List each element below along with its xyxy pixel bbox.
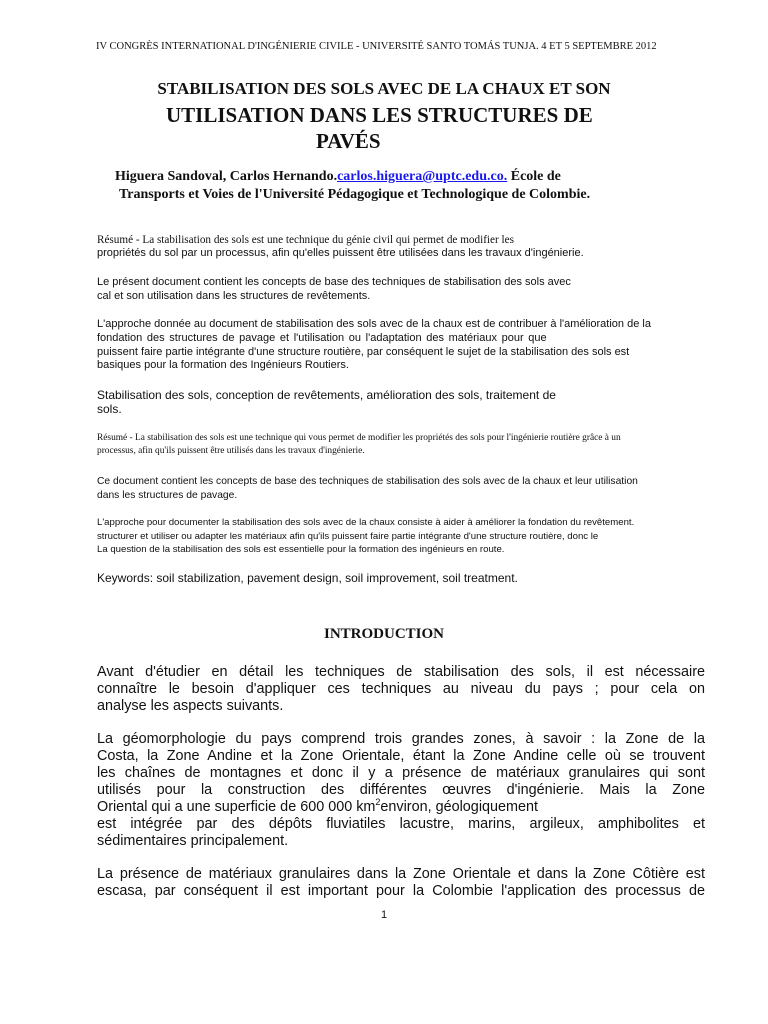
author-affiliation-start: École de <box>507 169 561 184</box>
abstract-keywords-fr <box>97 388 701 416</box>
text-line: Résumé - La stabilisation des sols est une technique qui vous permet de modifier les propriétés des sols pour l'ingénierie routière grâce à un <box>97 433 621 443</box>
title-line-2: UTILISATION DANS LES STRUCTURES DE <box>166 103 593 127</box>
text-fragment: environ, géologiquement <box>380 799 539 815</box>
text-line: est intégrée par des dépôts fluviatiles lacustre, marins, argileux, amphibolites et <box>97 816 705 832</box>
abstract-resume-cont <box>97 247 701 261</box>
abstract-en-paragraph-2 <box>97 475 701 503</box>
author-affiliation: Transports et Voies de l'Université Pédagogique et Technologique de Colombie. <box>119 187 591 202</box>
text-line <box>97 799 705 816</box>
text-line: Ce document contient les concepts de base des techniques de stabilisation des sols avec de la chaux et leur utilisation <box>97 476 638 487</box>
running-header: IV CONGRÈS INTERNATIONAL D'INGÉNIERIE CIVILE - UNIVERSITÉ SANTO TOMÁS TUNJA. 4 ET 5 SEPTEMBRE 2012 <box>96 41 657 52</box>
text-line: basiques pour la formation des Ingénieurs Routiers. <box>97 359 349 372</box>
abstract-resume-line: Résumé - La stabilisation des sols est une technique du génie civil qui permet de modifier les <box>97 234 514 246</box>
abstract-resume-line: propriétés du sol par un processus, afin qu'elles puissent être utilisées dans les travaux d'ingénierie. <box>97 247 584 259</box>
author-name: Higuera Sandoval, Carlos Hernando. <box>115 169 338 184</box>
page-number: 1 <box>380 909 388 921</box>
abstract-en-resume <box>97 432 701 457</box>
text-line: connaître le besoin d'appliquer ces techniques au niveau du pays ; pour cela on <box>97 681 705 697</box>
abstract-resume <box>97 234 701 248</box>
text-line: Avant d'étudier en détail les techniques de stabilisation des sols, il est nécessaire <box>97 664 705 680</box>
introduction-heading: INTRODUCTION <box>323 626 444 642</box>
text-line: fondation des structures de pavage et l'utilisation ou l'adaptation des matériaux pour que <box>97 331 547 344</box>
text-line: La géomorphologie du pays comprend trois grandes zones, à savoir : la Zone de la <box>97 731 705 747</box>
text-line: puissent faire partie intégrante d'une structure routière, par conséquent le sujet de la stabilisation des sols est <box>97 345 630 358</box>
abstract-paragraph-2 <box>97 276 701 303</box>
text-line: processus, afin qu'ils puissent être utilisés dans les travaux d'ingénierie. <box>97 445 365 456</box>
intro-paragraph-3 <box>97 866 705 900</box>
text-line: La présence de matériaux granulaires dans la Zone Orientale et dans la Zone Côtière est <box>97 866 705 882</box>
author-email-link[interactable]: carlos.higuera@uptc.edu.co. <box>337 169 508 184</box>
abstract-keywords-en <box>97 572 701 586</box>
text-fragment: Oriental qui a une superficie de 600 000 km <box>97 799 376 815</box>
text-line: escasa, par conséquent il est important pour la Colombie l'application des processus de <box>97 883 705 899</box>
text-line: dans les structures de pavage. <box>97 490 238 501</box>
text-line: La question de la stabilisation des sols est essentielle pour la formation des ingénieurs en route. <box>97 544 505 555</box>
author-line <box>115 169 561 185</box>
text-line: analyse les aspects suivants. <box>97 698 284 714</box>
text-line: L'approche donnée au document de stabilisation des sols avec de la chaux est de contribuer à l'amélioration de la <box>97 318 651 330</box>
text-line: Costa, la Zone Andine et la Zone Orientale, étant la Zone Andine celle où se trouvent <box>97 748 705 764</box>
text-line: Keywords: soil stabilization, pavement design, soil improvement, soil treatment. <box>97 571 518 585</box>
text-line: structurer et utiliser ou adapter les matériaux afin qu'ils puissent faire partie intégrante d'une structure routière, donc le <box>97 530 599 542</box>
text-line: utilisés pour la construction des différentes œuvres d'ingénierie. Mais la Zone <box>97 782 705 798</box>
title-line-3: PAVÉS <box>316 129 381 153</box>
title-line-1: STABILISATION DES SOLS AVEC DE LA CHAUX ET SON <box>157 79 611 98</box>
abstract-paragraph-3 <box>97 318 701 373</box>
text-line: sédimentaires principalement. <box>97 833 289 849</box>
text-line: L'approche pour documenter la stabilisation des sols avec de la chaux consiste à aider à améliorer la fondation du revêtement. <box>97 517 635 528</box>
text-line: Le présent document contient les concepts de base des techniques de stabilisation des sols avec <box>97 276 571 288</box>
superscript: 2 <box>375 797 381 808</box>
text-line: les chaînes de montagnes et donc il y a présence de matériaux granulaires qui sont <box>97 765 705 781</box>
intro-paragraph-1 <box>97 664 705 715</box>
intro-paragraph-2 <box>97 731 705 850</box>
text-line: Stabilisation des sols, conception de revêtements, amélioration des sols, traitement de <box>97 388 556 402</box>
text-line: sols. <box>97 402 122 416</box>
text-line: cal et son utilisation dans les structures de revêtements. <box>97 289 371 302</box>
abstract-en-paragraph-3 <box>97 516 701 557</box>
